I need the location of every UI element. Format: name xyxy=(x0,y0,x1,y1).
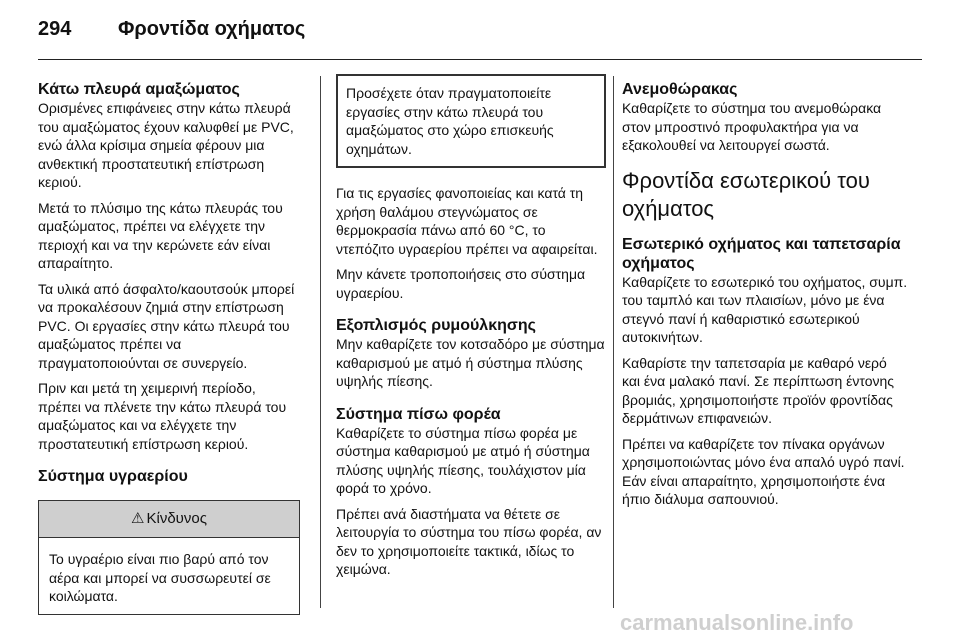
heading-rear-carrier: Σύστημα πίσω φορέα xyxy=(336,405,501,423)
header-divider xyxy=(38,59,922,60)
page-title: Φροντίδα οχήματος xyxy=(118,18,306,40)
paragraph: Τα υλικά από άσφαλτο/καουτσούκ μπορεί να προκαλέσουν ζημιά στην επίστρωση PVC. Οι εργασίες στην κάτω πλευρά του αμαξώματος πρέπει να πραγματοποιούνται σε συνεργείο. xyxy=(38,280,295,371)
paragraph: Μην κάνετε τροποποιήσεις στο σύστημα υγραερίου. xyxy=(336,266,586,301)
heading-towing: Εξοπλισμός ρυμούλκησης xyxy=(336,317,536,334)
column-divider-2 xyxy=(613,76,614,608)
heading-wind-deflector: Ανεμοθώρακας xyxy=(622,81,738,98)
paragraph: Μετά το πλύσιμο της κάτω πλευράς του αμαξώματος, πρέπει να ελέγχετε την περιοχή και να την κερώνετε εάν είναι απαραίτητο. xyxy=(38,199,283,271)
page-number: 294 xyxy=(38,18,72,40)
caution-text: Προσέχετε όταν πραγματοποιείτε εργασίες στην κάτω πλευρά του αμαξώματος στο χώρο επισκευής οχημάτων. xyxy=(346,85,554,157)
heading-upholstery: Εσωτερικό οχήματος και ταπετσαρία οχήματος xyxy=(622,235,901,272)
paragraph: Καθαρίστε την ταπετσαρία με καθαρό νερό και ένα μαλακό πανί. Σε περίπτωση έντονης βρομιάς, χρησιμοποιήστε προϊόν φροντίδας δερμάτινων επιφανειών. xyxy=(622,354,895,426)
column-2 xyxy=(336,80,606,586)
danger-box-body xyxy=(39,538,299,614)
paragraph: Πρέπει ανά διαστήματα να θέτετε σε λειτουργία το σύστημα του πίσω φορέα, αν δεν το χρησιμοποιείτε τακτικά, ιδίως το χειμώνα. xyxy=(336,505,602,577)
paragraph: Καθαρίζετε το εσωτερικό του οχήματος, συμπ. του ταμπλό και των πλαισίων, μόνο με ένα στεγνό πανί ή καθαριστικό εσωτερικού αυτοκινήτων. xyxy=(622,273,908,345)
danger-box xyxy=(38,500,300,615)
paragraph: Πριν και μετά τη χειμερινή περίοδο, πρέπει να πλένετε την κάτω πλευρά του αμαξώματος και να ελέγχετε την προστατευτική επίστρωση κεριού. xyxy=(38,380,287,452)
paragraph: Για τις εργασίες φανοποιείας και κατά τη χρήση θαλάμου στεγνώματος σε θερμοκρασία πάνω από 60 °C, το ντεπόζιτο υγραερίου πρέπει να αφαιρείται. xyxy=(336,185,598,257)
paragraph: Πρέπει να καθαρίζετε τον πίνακα οργάνων χρησιμοποιώντας μόνο ένα απαλό υγρό πανί. Εάν είναι απαραίτητο, χρησιμοποιήστε ένα ήπιο διάλυμα σαπουνιού. xyxy=(622,435,905,507)
page-header xyxy=(0,0,960,58)
heading-gas-system: Σύστημα υγραερίου xyxy=(38,468,188,485)
heading-interior-care: Φροντίδα εσωτερικού του οχήματος xyxy=(622,167,870,221)
column-3 xyxy=(622,80,908,516)
warning-triangle-icon: ⚠ xyxy=(131,510,145,527)
column-1 xyxy=(38,80,300,615)
caution-note xyxy=(336,74,606,168)
danger-text: Το υγραέριο είναι πιο βαρύ από τον αέρα και μπορεί να συσσωρευτεί σε κοιλώματα. xyxy=(49,551,271,604)
paragraph: Μην καθαρίζετε τον κοτσαδόρο με σύστημα καθαρισμού με ατμό ή σύστημα πλύσης υψηλής πίεσης. xyxy=(336,336,605,389)
paragraph: Ορισμένες επιφάνειες στην κάτω πλευρά του αμαξώματος έχουν καλυφθεί με PVC, ενώ άλλα κρίσιμα σημεία φέρουν μια ανθεκτική προστατευτική επίστρωση κεριού. xyxy=(38,100,294,190)
danger-box-header xyxy=(39,501,299,538)
danger-title: Κίνδυνος xyxy=(146,510,207,527)
paragraph: Καθαρίζετε το σύστημα πίσω φορέα με σύστημα καθαρισμού με ατμό ή σύστημα πλύσης υψηλής πίεσης, τουλάχιστον μία φορά το χρόνο. xyxy=(336,424,590,496)
paragraph: Καθαρίζετε το σύστημα του ανεμοθώρακα στον μπροστινό προφυλακτήρα για να εξακολουθεί να λειτουργεί σωστά. xyxy=(622,100,882,153)
heading-underbody: Κάτω πλευρά αμαξώματος xyxy=(38,81,240,98)
column-divider-1 xyxy=(320,76,321,608)
watermark: carmanualsonline.info xyxy=(620,610,854,635)
